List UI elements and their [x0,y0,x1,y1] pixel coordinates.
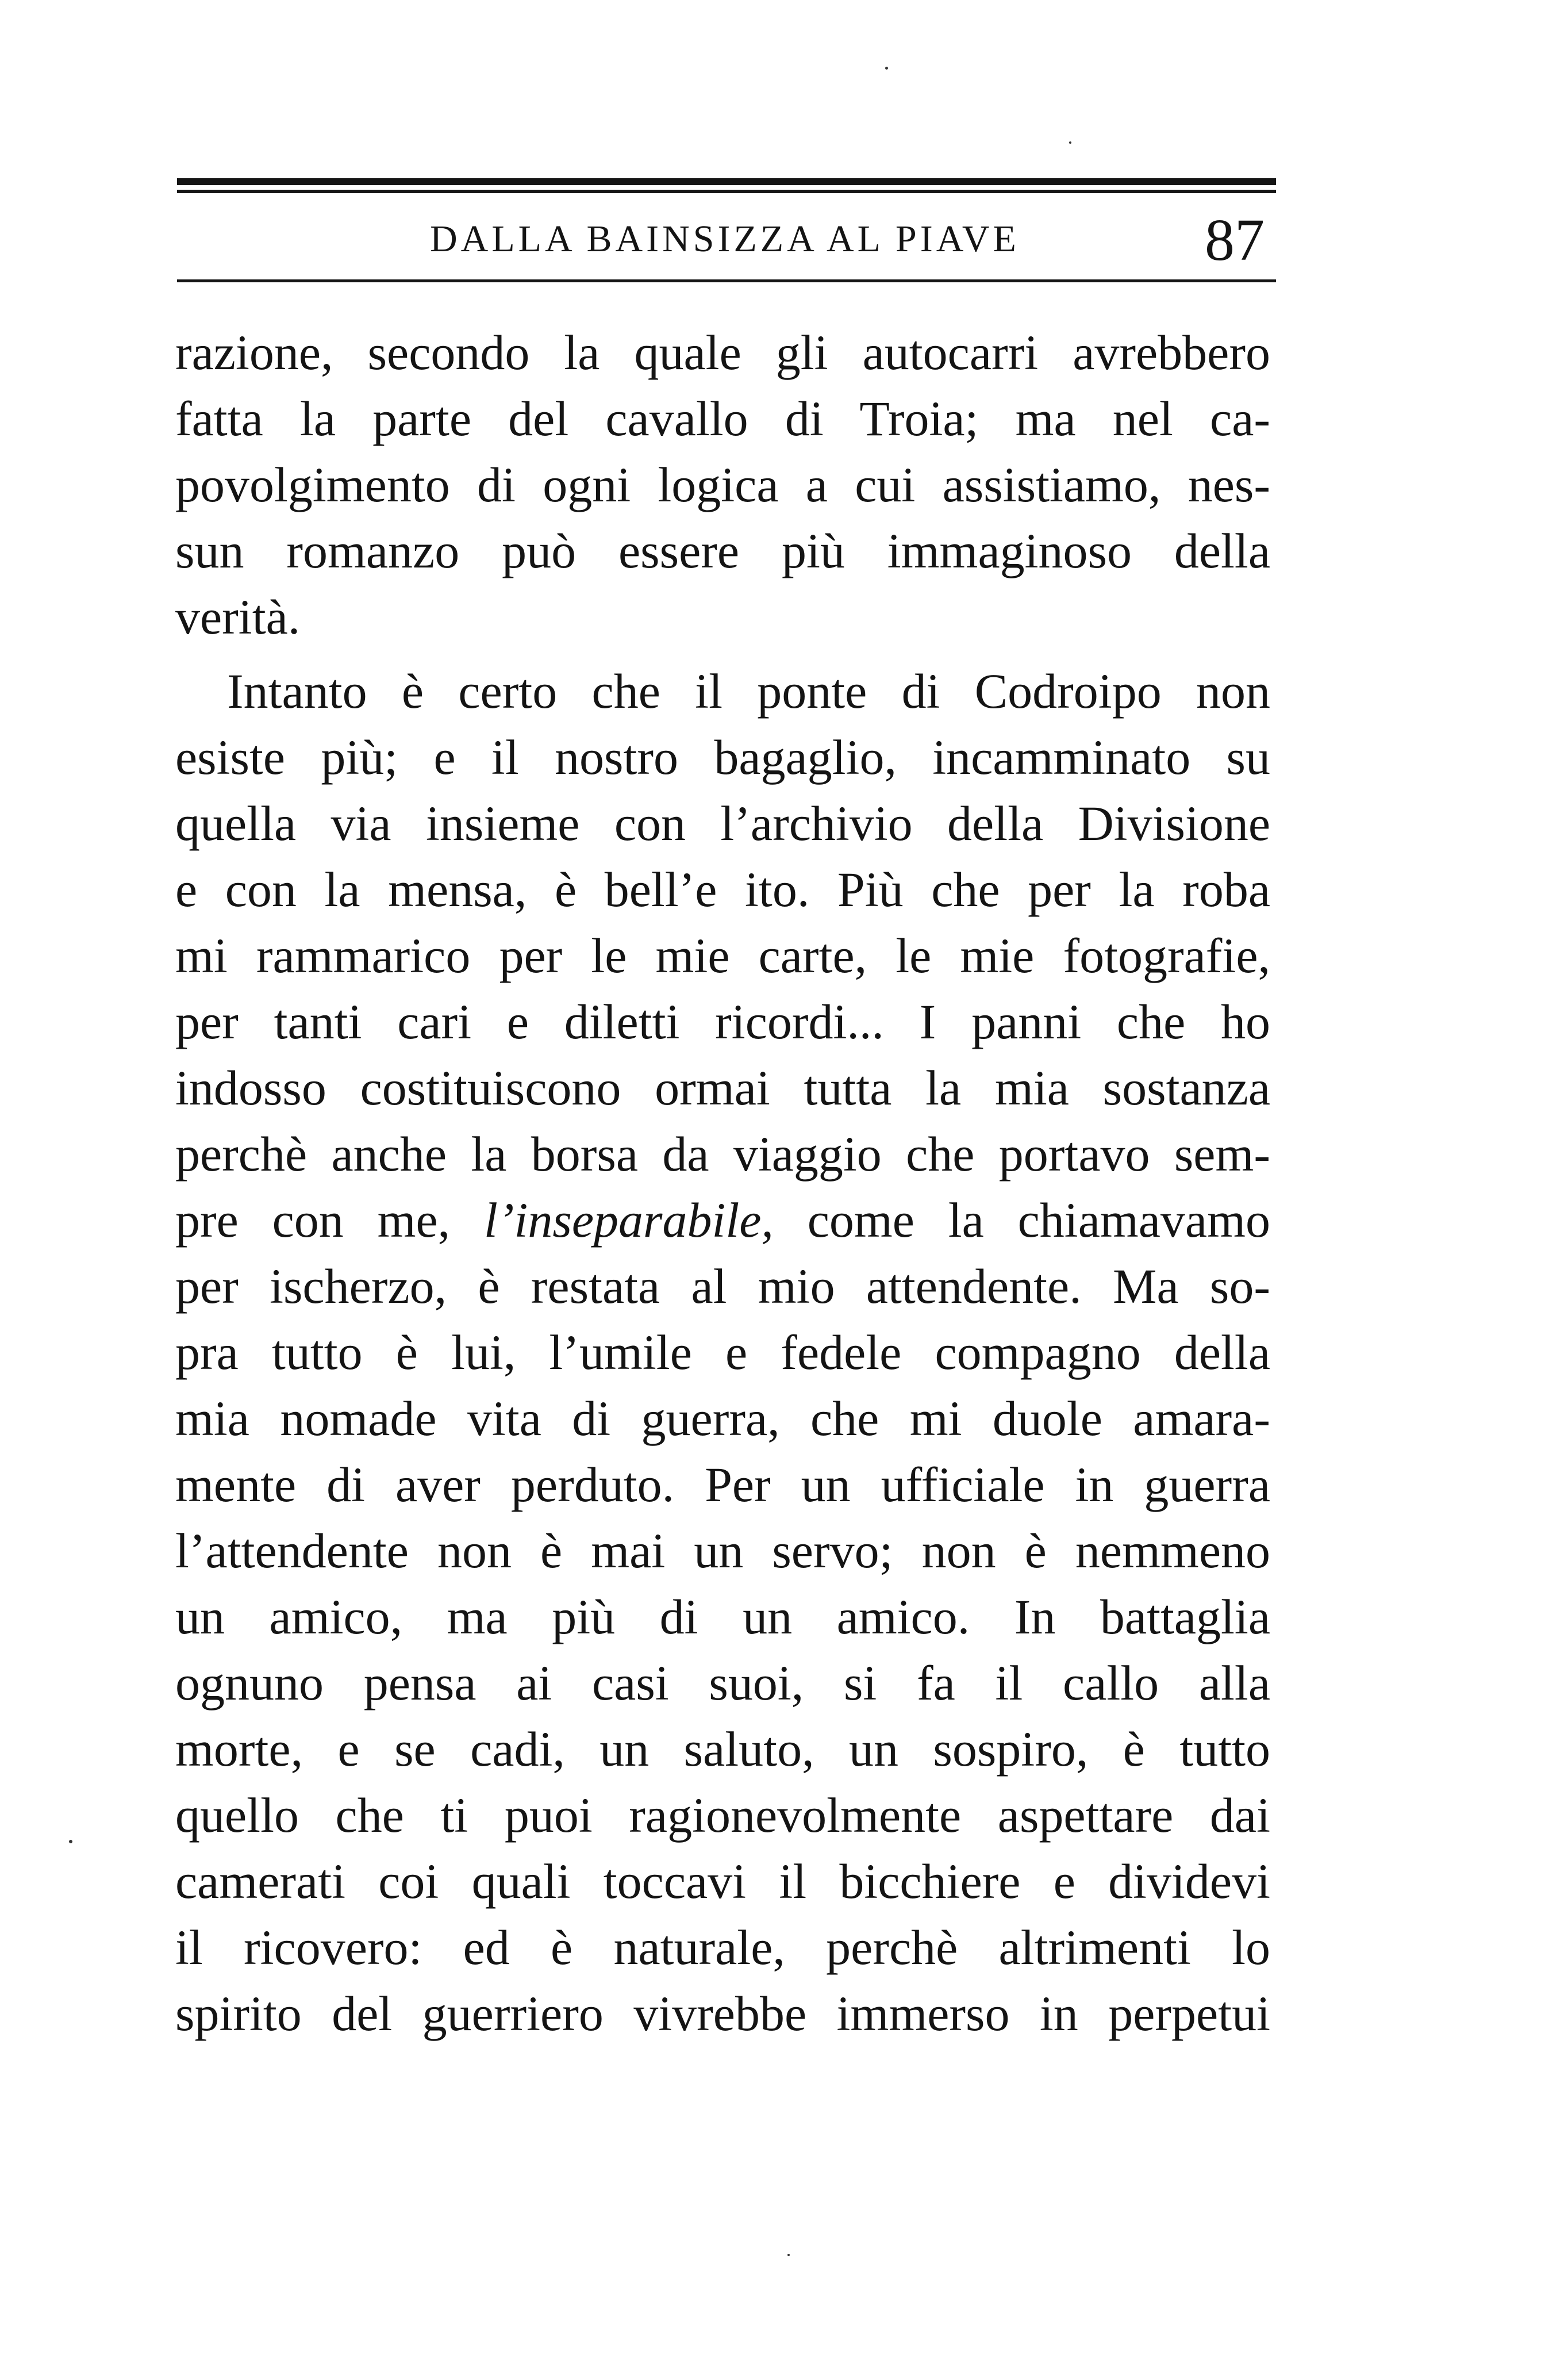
text-line: ognuno pensa ai casi suoi, si fa il callo alla [175,1655,1270,1710]
text-line: pra tutto è lui, l’umile e fedele compagno della [175,1325,1270,1380]
running-title: DALLA BAINSIZZA AL PIAVE [430,218,1020,260]
text-line: quello che ti puoi ragionevolmente aspettare dai [175,1788,1270,1843]
paragraph-gap [175,650,1270,658]
print-speck [69,1840,72,1843]
text-line: mi rammarico per le mie carte, le mie fotografie, [175,928,1270,983]
text-line: mente di aver perduto. Per un ufficiale in guerra [175,1457,1270,1512]
text-line: indosso costituiscono ormai tutta la mia sostanza [175,1060,1270,1115]
print-speck [1069,141,1071,144]
text-line: camerati coi quali toccavi il bicchiere e dividevi [175,1854,1270,1909]
text-line: povolgimento di ogni logica a cui assistiamo, nes- [175,457,1270,512]
text-line: sun romanzo può essere più immaginoso della [175,523,1270,578]
text-line: razione, secondo la quale gli autocarri avrebbero [175,325,1270,380]
text-line: il ricovero: ed è naturale, perchè altrimenti lo [175,1920,1270,1975]
header-rule-bottom [177,279,1276,282]
text-line: un amico, ma più di un amico. In battaglia [175,1589,1270,1644]
header-rule-thin [177,190,1276,193]
print-speck [787,2254,790,2256]
text-line: Intanto è certo che il ponte di Codroipo non [227,663,1270,719]
text-line: mia nomade vita di guerra, che mi duole amara- [175,1391,1270,1446]
text-line: per ischerzo, è restata al mio attendente. Ma so- [175,1259,1270,1314]
text-segment: pre con me, [175,1192,451,1248]
text-line: e con la mensa, è bell’e ito. Più che per la roba [175,862,1270,917]
page-number: 87 [1205,207,1265,273]
header-rule-thick [177,178,1276,185]
text-line: per tanti cari e diletti ricordi... I panni che ho [175,994,1270,1049]
body-text [175,320,1270,2047]
text-line: spirito del guerriero vivrebbe immerso in perpetui [175,1986,1270,2041]
text-line: l’attendente non è mai un servo; non è nemmeno [175,1523,1270,1578]
text-segment: come la chiamavamo [807,1192,1270,1248]
text-line: fatta la parte del cavallo di Troia; ma nel ca- [175,391,1270,446]
text-line: perchè anche la borsa da viaggio che portavo sem- [175,1126,1270,1182]
text-line: verità. [175,589,301,645]
text-line: quella via insieme con l’archivio della Divisione [175,796,1270,851]
text-line-mixed [175,1187,1270,1253]
running-head [177,207,1276,273]
print-speck [885,67,888,70]
italic-phrase: l’inseparabile, [483,1192,774,1248]
text-line: morte, e se cadi, un saluto, un sospiro, è tutto [175,1721,1270,1777]
text-line: esiste più; e il nostro bagaglio, incamminato su [175,730,1270,785]
